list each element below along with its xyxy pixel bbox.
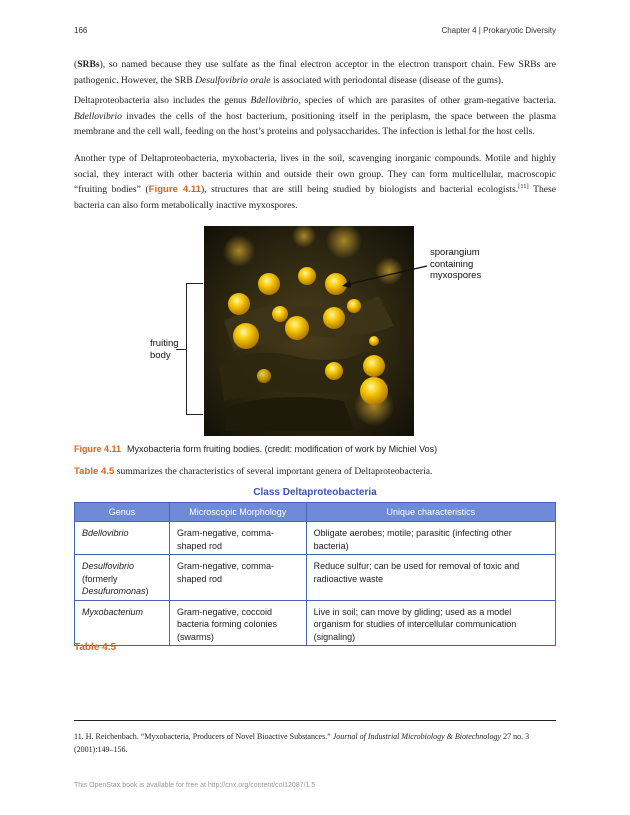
- genus-note: ): [145, 586, 149, 596]
- label-sporangium: [430, 247, 481, 282]
- page-footer: This OpenStax book is available for free at http://cnx.org/content/col12087/1.5: [74, 782, 316, 789]
- fruiting-bodies-illustration: [204, 226, 414, 436]
- label-line: body: [150, 349, 171, 361]
- table-header-row: [75, 503, 556, 522]
- header-genus: Genus: [75, 503, 170, 522]
- deltaproteobacteria-table: [74, 502, 556, 646]
- table-link[interactable]: Table 4.5: [74, 466, 115, 477]
- cell-characteristics: Reduce sulfur; can be used for removal of toxic and radioactive waste: [306, 555, 555, 601]
- footnote-text: H. Reichenbach. “Myxobacteria, Producers of Novel Bioactive Substances.”: [83, 732, 333, 741]
- table-row: [75, 522, 556, 555]
- figure-caption: [74, 444, 437, 454]
- table-label: Table 4.5: [74, 642, 117, 653]
- term-srbs: SRBs: [77, 59, 100, 70]
- footnote: [74, 730, 556, 756]
- label-line: containing: [430, 258, 474, 270]
- text-span: summarizes the characteristics of several important genera of Deltaproteobacteria.: [114, 466, 433, 477]
- figure-link[interactable]: Figure 4.11: [148, 184, 201, 195]
- cell-morphology: Gram-negative, comma-shaped rod: [169, 522, 306, 555]
- genus-name: Bdellovibrio: [250, 95, 299, 106]
- table-row: [75, 600, 556, 646]
- chapter-title: Chapter 4 | Prokaryotic Diversity: [441, 26, 556, 35]
- paragraph-table-intro: [74, 464, 556, 480]
- table-row: [75, 555, 556, 601]
- paragraph-myxobacteria: [74, 151, 556, 213]
- cell-genus: [75, 522, 170, 555]
- label-line: sporangium: [430, 247, 480, 258]
- cell-characteristics: Live in soil; can move by gliding; used as a model organism for studies of intercellular communication (signaling): [306, 600, 555, 646]
- table-title: Class Deltaproteobacteria: [253, 487, 377, 498]
- cell-morphology: Gram-negative, coccoid bacteria forming colonies (swarms): [169, 600, 306, 646]
- paragraph-bdellovibrio: [74, 93, 556, 140]
- text-span: These bacteria can also form metabolically inactive myxospores.: [74, 184, 556, 211]
- genus-name: Bdellovibrio: [74, 110, 122, 122]
- label-line: fruiting: [150, 338, 179, 349]
- label-fruiting-body: [150, 338, 179, 361]
- figure-number: Figure 4.11: [74, 444, 122, 454]
- page-number: 166: [74, 26, 88, 35]
- text-span: is associated with periodontal disease (disease of the gums).: [270, 74, 504, 86]
- journal-title: Journal of Industrial Microbiology & Biotechnology: [332, 732, 502, 741]
- text-span: Another type of Deltaproteobacteria, myxobacteria, lives in the soil, scavenging inorganic compounds. Motile and highly social, they interact with other bacteria within and outside their own group. They can form multicellular, macroscopic “fruiting bodies” (: [74, 153, 556, 195]
- text-span: ), structures that are still being studied by biologists and bacterial ecologists.: [200, 184, 519, 195]
- myxobacteria-photo: [204, 226, 414, 436]
- text-span: invades the cells of the host bacterium, positioning itself in the periplasm, the space between the plasma membrane and the cell wall, feeding on the host’s proteins and polysaccharides. The infection is lethal for the host cells.: [74, 110, 556, 137]
- genus-note-name: Desufuromonas: [82, 586, 146, 596]
- label-line: myxospores: [430, 270, 482, 281]
- genus-note: (formerly: [82, 573, 118, 584]
- genus-name: Myxobacterium: [82, 606, 144, 617]
- caption-text: Myxobacteria form fruiting bodies. (credit: modification of work by Michiel Vos): [127, 444, 438, 454]
- cell-characteristics: Obligate aerobes; motile; parasitic (infecting other bacteria): [306, 522, 555, 555]
- footnote-divider: [74, 720, 556, 721]
- footnote-text: 27 no. 3 (2001):149–156.: [74, 732, 530, 754]
- text-span: , species of which are parasites of other gram-negative bacteria.: [298, 95, 556, 106]
- paragraph-srb: (SRBs), so named because they use sulfate as the final electron acceptor in the electron transport chain. Few SRBs are pathogenic. However, the SRB Desulfovibrio orale is associated with periodontal disease (disease of the gums).: [74, 59, 556, 86]
- species-name: Desulfovibrio orale: [195, 74, 271, 86]
- text-span: ), so named because they use sulfate as the final electron acceptor in the electron transport chain. Few SRBs are pathogenic. However, the SRB: [74, 59, 556, 86]
- genus-name: Desulfovibrio: [82, 561, 135, 571]
- cell-genus: [75, 555, 170, 601]
- cell-morphology: Gram-negative, comma-shaped rod: [169, 555, 306, 601]
- fruiting-body-bracket: [186, 283, 203, 415]
- text-span: Deltaproteobacteria also includes the genus: [74, 95, 251, 106]
- footnote-link[interactable]: [11]: [518, 182, 529, 190]
- genus-name: Bdellovibrio: [82, 528, 129, 538]
- footnote-number: 11.: [74, 732, 84, 741]
- cell-genus: [75, 600, 170, 646]
- header-morphology: Microscopic Morphology: [169, 503, 306, 522]
- header-characteristics: Unique characteristics: [306, 503, 555, 522]
